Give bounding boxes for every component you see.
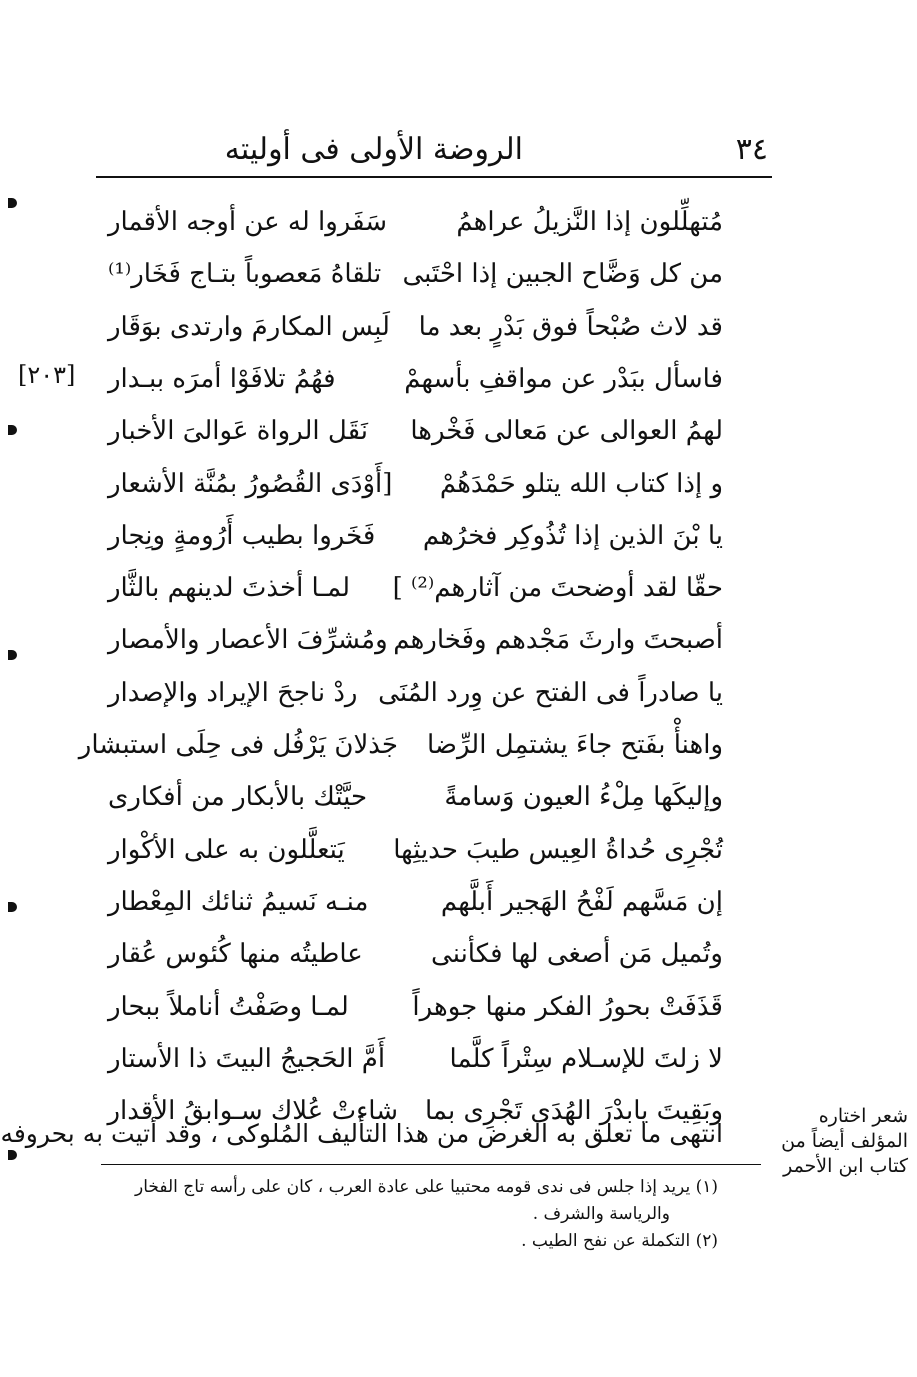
verse-first-hemistich: وإليكَها مِلْءُ العيون وَسامةً <box>444 782 723 813</box>
footnotes <box>103 1174 718 1255</box>
footnote-1: (١) يريد إذا جلس فى ندى قومه محتبيا على عادة العرب ، كان على رأسه تاج الفخار <box>135 1177 718 1197</box>
verse-line <box>108 876 723 928</box>
page-number: ٣٤ <box>735 132 768 167</box>
verse-line <box>108 196 723 248</box>
closing-line: انتهى ما تعلق به الغرض من هذا التأليف المُلوكى ، وقد أتيت به بحروفه <box>0 1119 723 1148</box>
running-title: الروضة الأولى فى أوليته <box>224 132 523 167</box>
verse-second-hemistich: فَخَروا بطيب أَرُومةٍ ونِجار <box>108 520 376 551</box>
verse-line <box>108 614 723 666</box>
verse-second-hemistich: لَبِس المكارمَ وارتدى بوَقَار <box>108 311 390 342</box>
header-rule <box>96 176 772 178</box>
verse-first-hemistich: لهمُ العوالى عن مَعالى فَخْرها <box>410 416 723 447</box>
verse-second-hemistich: أَمَّ الحَجيجُ البيتَ ذا الأستار <box>108 1043 386 1074</box>
side-note-line: المؤلف أيضاً من <box>781 1130 908 1152</box>
verse-first-hemistich: فاسأل ببَدْر عن مواقفِ بأسهمْ <box>404 363 723 394</box>
verse-first-hemistich: تُجْرِى حُداةُ العِيس طيبَ حديثِها <box>393 834 723 865</box>
verse-line <box>108 248 723 300</box>
verse-second-hemistich: نَقَل الرواة عَوالىَ الأخبار <box>108 416 368 447</box>
verse-line <box>108 301 723 353</box>
verse-line <box>78 719 723 771</box>
verse-line <box>108 353 723 405</box>
side-note-line: كتاب ابن الأحمر <box>783 1155 908 1177</box>
side-note-line: شعر اختاره <box>818 1105 908 1127</box>
side-note <box>768 1104 908 1179</box>
verse-first-hemistich: قَذَفَتْ بحورُ الفكر منها جوهراً <box>412 991 723 1022</box>
page-header <box>98 124 768 174</box>
footnote-2: (٢) التكملة عن نفح الطيب . <box>521 1231 718 1251</box>
verse-line <box>108 981 723 1033</box>
verse-first-hemistich: حقّا لقد أوضحتَ من آثارهم⁽²⁾ ] <box>392 573 723 604</box>
verse-second-hemistich: سَفَروا له عن أوجه الأقمار <box>108 207 388 237</box>
verse-line <box>108 928 723 980</box>
verse-second-hemistich: لمـا أخذتَ لدينهم بالثَّار <box>108 573 351 604</box>
verse-first-hemistich: وتُميل مَن أصغى لها فكأننى <box>431 939 723 970</box>
verse-line <box>108 562 723 614</box>
verse-second-hemistich: جَذلانَ يَرْفُل فى حِلَى استبشار <box>78 730 398 760</box>
edge-mark <box>8 198 17 208</box>
verse-first-hemistich: مُتهلِّلون إذا النَّزيلُ عراهمُ <box>456 207 723 237</box>
verse-second-hemistich: منـه نَسيمُ ثنائك المِعْطار <box>108 886 369 917</box>
edge-mark <box>8 425 17 435</box>
verse-first-hemistich: وبَقِيتَ يابدْرَ الهُدَى تَجْرِى بما <box>424 1096 723 1127</box>
verse-second-hemistich: لمـا وصَفْتُ أناملاً ببحار <box>108 991 349 1022</box>
verse-second-hemistich: ومُشرِّفَ الأعصار والأمصار <box>108 625 388 656</box>
verse-first-hemistich: قد لاث صُبْحاً فوق بَدْرٍ بعد ما <box>418 311 723 342</box>
verse-line <box>108 1033 723 1085</box>
verse-line <box>108 458 723 510</box>
verse-second-hemistich: تلقاهُ مَعصوباً بتـاج فَخَار⁽¹⁾ <box>108 259 382 290</box>
verse-first-hemistich: من كل وَضَّاح الجبين إذا احْتَبى <box>402 259 723 290</box>
verse-first-hemistich: يا بْنَ الذين إذا تُذُوكِر فخرُهم <box>422 520 723 551</box>
verse-second-hemistich: يَتعلَّلون به على الأكْوار <box>108 834 345 865</box>
verse-second-hemistich: [أَوْدَى القُصُورُ بمُنَّة الأشعار <box>108 468 393 499</box>
verse-first-hemistich: يا صادراً فى الفتح عن وِرد المُنَى <box>378 677 723 708</box>
verse-line <box>108 667 723 719</box>
verse-second-hemistich: شاءتْ عُلاك سـوابقُ الأقدار <box>107 1096 398 1127</box>
verse-second-hemistich: ردْ ناجحَ الإيراد والإصدار <box>108 677 358 708</box>
footnote-1-continuation: والرياسة والشرف . <box>532 1204 670 1224</box>
verse-first-hemistich: واهنأْ بفَتح جاءَ يشتمِل الرِّضا <box>426 730 723 760</box>
verse-first-hemistich: إن مَسَّهم لَفْحُ الهَجير أَبلَّهم <box>440 886 723 917</box>
verse-line <box>108 771 723 823</box>
footnote-rule <box>101 1164 761 1165</box>
verse-first-hemistich: أصبحتَ وارثَ مَجْدهم وفَخارهم <box>393 625 723 656</box>
poem <box>78 196 723 1127</box>
verse-second-hemistich: عاطيتُه منها كُئوس عُقار <box>108 939 363 970</box>
edge-mark <box>8 902 17 912</box>
verse-second-hemistich: حيَّتْك بالأبكار من أفكارى <box>108 782 368 813</box>
page-marker: [٢٠٣] <box>18 361 76 389</box>
verse-first-hemistich: لا زلتَ للإسـلام سِتْراً كلَّما <box>449 1043 723 1074</box>
verse-line <box>108 405 723 457</box>
edge-mark <box>8 650 17 660</box>
verse-line <box>108 824 723 876</box>
verse-second-hemistich: فهُمُ تلافَوْا أمرَه ببـدار <box>108 363 336 394</box>
verse-first-hemistich: و إذا كتاب الله يتلو حَمْدَهُمْ <box>439 468 723 499</box>
verse-line <box>108 510 723 562</box>
